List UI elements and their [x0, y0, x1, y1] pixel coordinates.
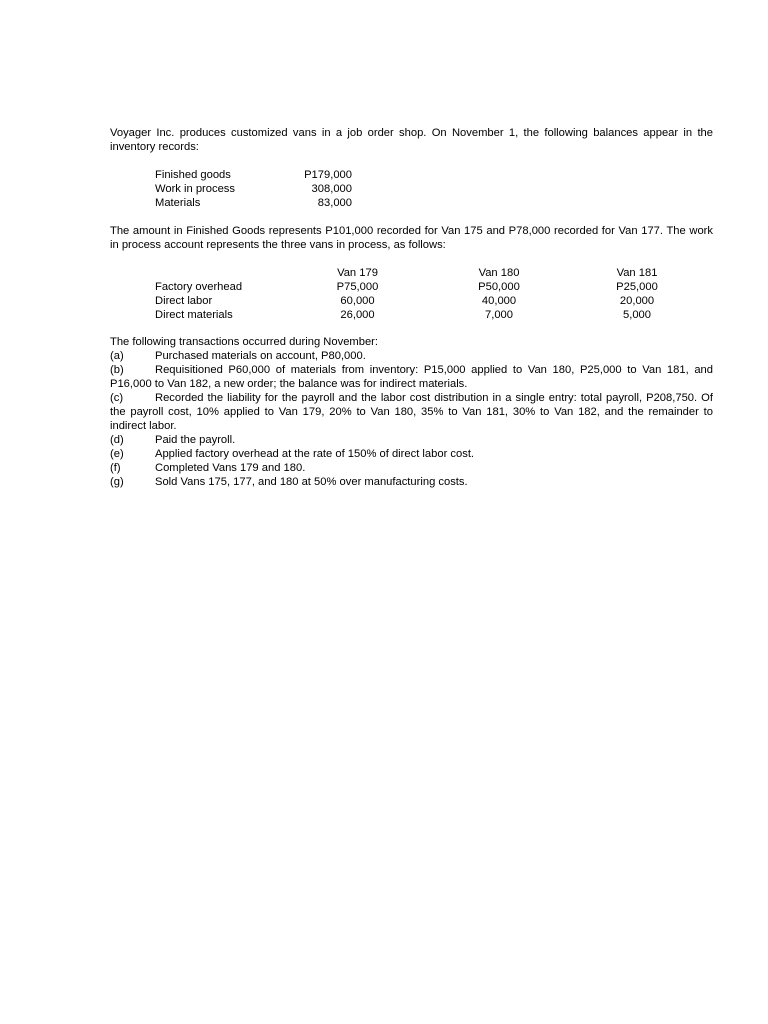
wip-cell: 20,000	[619, 295, 655, 307]
transaction-label: (c)	[110, 392, 124, 404]
transaction-label: (f)	[110, 462, 121, 474]
wip-header: Van 179	[337, 267, 378, 279]
transaction-item	[110, 447, 713, 461]
balance-amount: P179,000	[304, 169, 352, 181]
transaction-text: Sold Vans 175, 177, and 180 at 50% over manufacturing costs.	[155, 476, 468, 488]
transaction-item	[110, 391, 713, 433]
wip-cell: P75,000	[336, 281, 379, 293]
intro-paragraph: Voyager Inc. produces customized vans in a job order shop. On November 1, the following balances appear in the inventory records:	[110, 127, 713, 153]
transaction-item	[110, 433, 713, 447]
transaction-text: Recorded the liability for the payroll and the labor cost distribution in a single entry: total payroll, P208,750. Of the payroll cost, 10% applied to Van 179, 20% to Van 180, 35% to Van 181, 30% to Van 182, and the remainder to indirect labor.	[110, 392, 713, 432]
transaction-label: (a)	[110, 350, 124, 362]
wip-cell: 60,000	[340, 295, 375, 307]
document-page	[110, 126, 713, 489]
transaction-text: Requisitioned P60,000 of materials from inventory: P15,000 applied to Van 180, P25,000 to Van 181, and P16,000 to Van 182, a new order; the balance was for indirect materials.	[110, 364, 713, 390]
wip-header: Van 180	[478, 267, 520, 279]
wip-row-label: Direct materials	[155, 309, 233, 321]
transaction-label: (b)	[110, 364, 124, 376]
balance-label: Finished goods	[155, 169, 231, 181]
wip-cell: 26,000	[340, 309, 375, 321]
wip-cell: 40,000	[481, 295, 517, 307]
wip-row-label: Direct labor	[155, 295, 213, 307]
transactions-list	[110, 349, 713, 489]
wip-cell: 7,000	[485, 309, 513, 321]
balance-label: Materials	[155, 197, 201, 209]
transaction-label: (d)	[110, 434, 124, 446]
balance-label: Work in process	[155, 183, 235, 195]
transaction-label: (e)	[110, 448, 124, 460]
transaction-label: (g)	[110, 476, 124, 488]
wip-cell: P25,000	[616, 281, 658, 293]
balance-amount: 308,000	[311, 183, 352, 195]
wip-table	[110, 266, 713, 322]
transactions-intro: The following transactions occurred during November:	[110, 336, 379, 348]
finished-goods-paragraph: The amount in Finished Goods represents P101,000 recorded for Van 175 and P78,000 recorded for Van 177. The work in process account represents the three vans in process, as follows:	[110, 225, 713, 251]
wip-header: Van 181	[616, 267, 658, 279]
transaction-text: Paid the payroll.	[155, 434, 236, 446]
wip-cell: 5,000	[623, 309, 651, 321]
wip-row-label: Factory overhead	[155, 281, 243, 293]
balance-amount: 83,000	[317, 197, 352, 209]
transaction-text: Completed Vans 179 and 180.	[155, 462, 306, 474]
inventory-balances	[155, 168, 713, 210]
transaction-text: Purchased materials on account, P80,000.	[155, 350, 366, 362]
transaction-item	[110, 349, 713, 363]
wip-cell: P50,000	[478, 281, 520, 293]
transaction-text: Applied factory overhead at the rate of 150% of direct labor cost.	[155, 448, 475, 460]
transaction-item	[110, 363, 713, 391]
transaction-item	[110, 475, 713, 489]
transaction-item	[110, 461, 713, 475]
